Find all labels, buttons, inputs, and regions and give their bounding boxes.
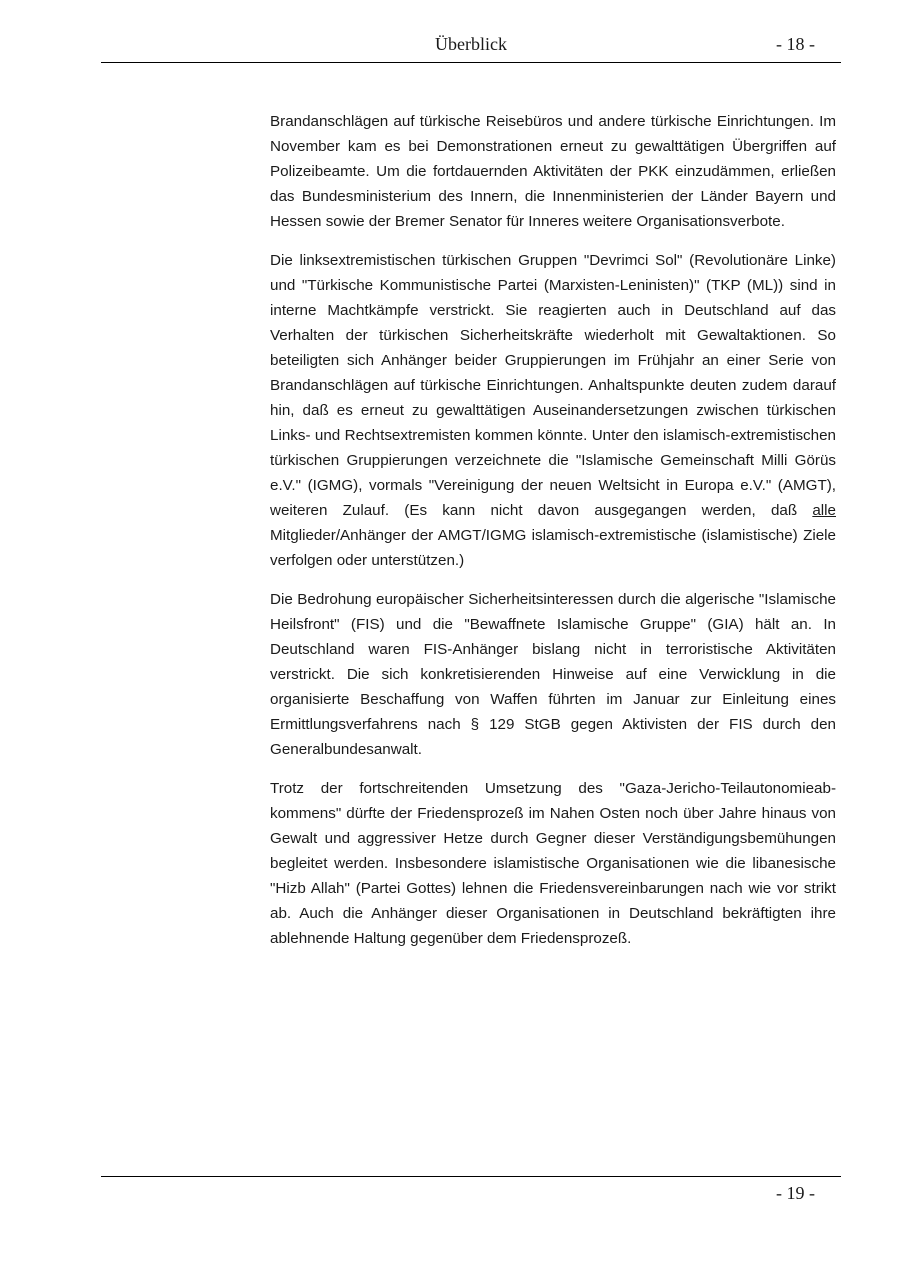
paragraph-2-part-2: Mitglieder/Anhänger der AMGT/IGMG islamisch-extremistische (islamistische) Ziele verfolgen oder unterstützen.) xyxy=(270,527,836,569)
paragraph-4: Trotz der fortschreitenden Umsetzung des "Gaza-Jericho-Teilautonomieabkommens" dürfte der Friedensprozeß im Nahen Osten noch über Jahre hinaus von Gewalt und aggressiver Hetze durch Gegner dieser Verständigungsbemühungen begleitet werden. Insbesondere islamistische Organisationen wie die libanesische "Hizb Allah" (Partei Gottes) lehnen die Friedensvereinbarungen nach wie vor strikt ab. Auch die Anhänger dieser Organisationen in Deutschland bekräftigten ihre ablehnende Haltung gegenüber dem Friedensprozeß. xyxy=(270,780,836,947)
paragraph-2 xyxy=(270,248,836,573)
paragraph-3: Die Bedrohung europäischer Sicherheitsinteressen durch die algerische "Islamische Heilsfront" (FIS) und die "Bewaffnete Islamische Gruppe" (GIA) hält an. In Deutschland waren FIS-Anhänger bislang nicht in terroristische Aktivitäten verstrickt. Die sich konkretisierenden Hinweise auf eine Verwicklung in die organisierte Beschaffung von Waffen führten im Januar zur Einleitung eines Ermittlungsverfahrens nach § 129 StGB gegen Aktivisten der FIS durch den Generalbundesanwalt. xyxy=(270,591,836,758)
paragraph-1: Brandanschlägen auf türkische Reisebüros und andere türkische Einrichtungen. Im November kam es bei Demonstrationen erneut zu gewalttätigen Übergriffen auf Polizeibeamte. Um die fortdauernden Aktivitäten der PKK einzudämmen, erließen das Bundesministerium des Innern, die Innenministerien der Länder Bayern und Hessen sowie der Bremer Senator für Inneres weitere Organisationsverbote. xyxy=(270,113,836,230)
header-title: Überblick xyxy=(435,34,507,54)
underlined-word: alle xyxy=(812,502,836,519)
main-text xyxy=(270,109,836,965)
paragraph-2-part-1: Die linksextremistischen türkischen Gruppen "Devrimci Sol" (Revolutionäre Linke) und "Türkische Kommunistische Partei (Marxisten-Leninisten)" (TKP (ML)) sind in interne Machtkämpfe verstrickt. Sie reagierten auch in Deutschland auf das Verhalten der türkischen Sicherheitskräfte wiederholt mit Gewaltaktionen. So beteiligten sich Anhänger beider Gruppierungen im Frühjahr an einer Serie von Brandanschlägen auf türkische Einrichtungen. Anhaltspunkte deuten zudem darauf hin, daß es erneut zu gewalttätigen Auseinandersetzungen zwischen türkischen Links- und Rechtsextremisten kommen könnte. Unter den islamisch-extremistischen türkischen Gruppierungen verzeichnete die "Islamische Gemeinschaft Milli Görüs e.V." (IGMG), vormals "Vereinigung der neuen Weltsicht in Europa e.V." (AMGT), weiteren Zulauf. (Es kann nicht davon ausgegangen werden, daß xyxy=(270,252,836,519)
header-page-number: - 18 - xyxy=(776,34,815,54)
page-footer xyxy=(101,1176,841,1203)
footer-page-number: - 19 - xyxy=(776,1183,815,1203)
page-header xyxy=(101,30,841,63)
